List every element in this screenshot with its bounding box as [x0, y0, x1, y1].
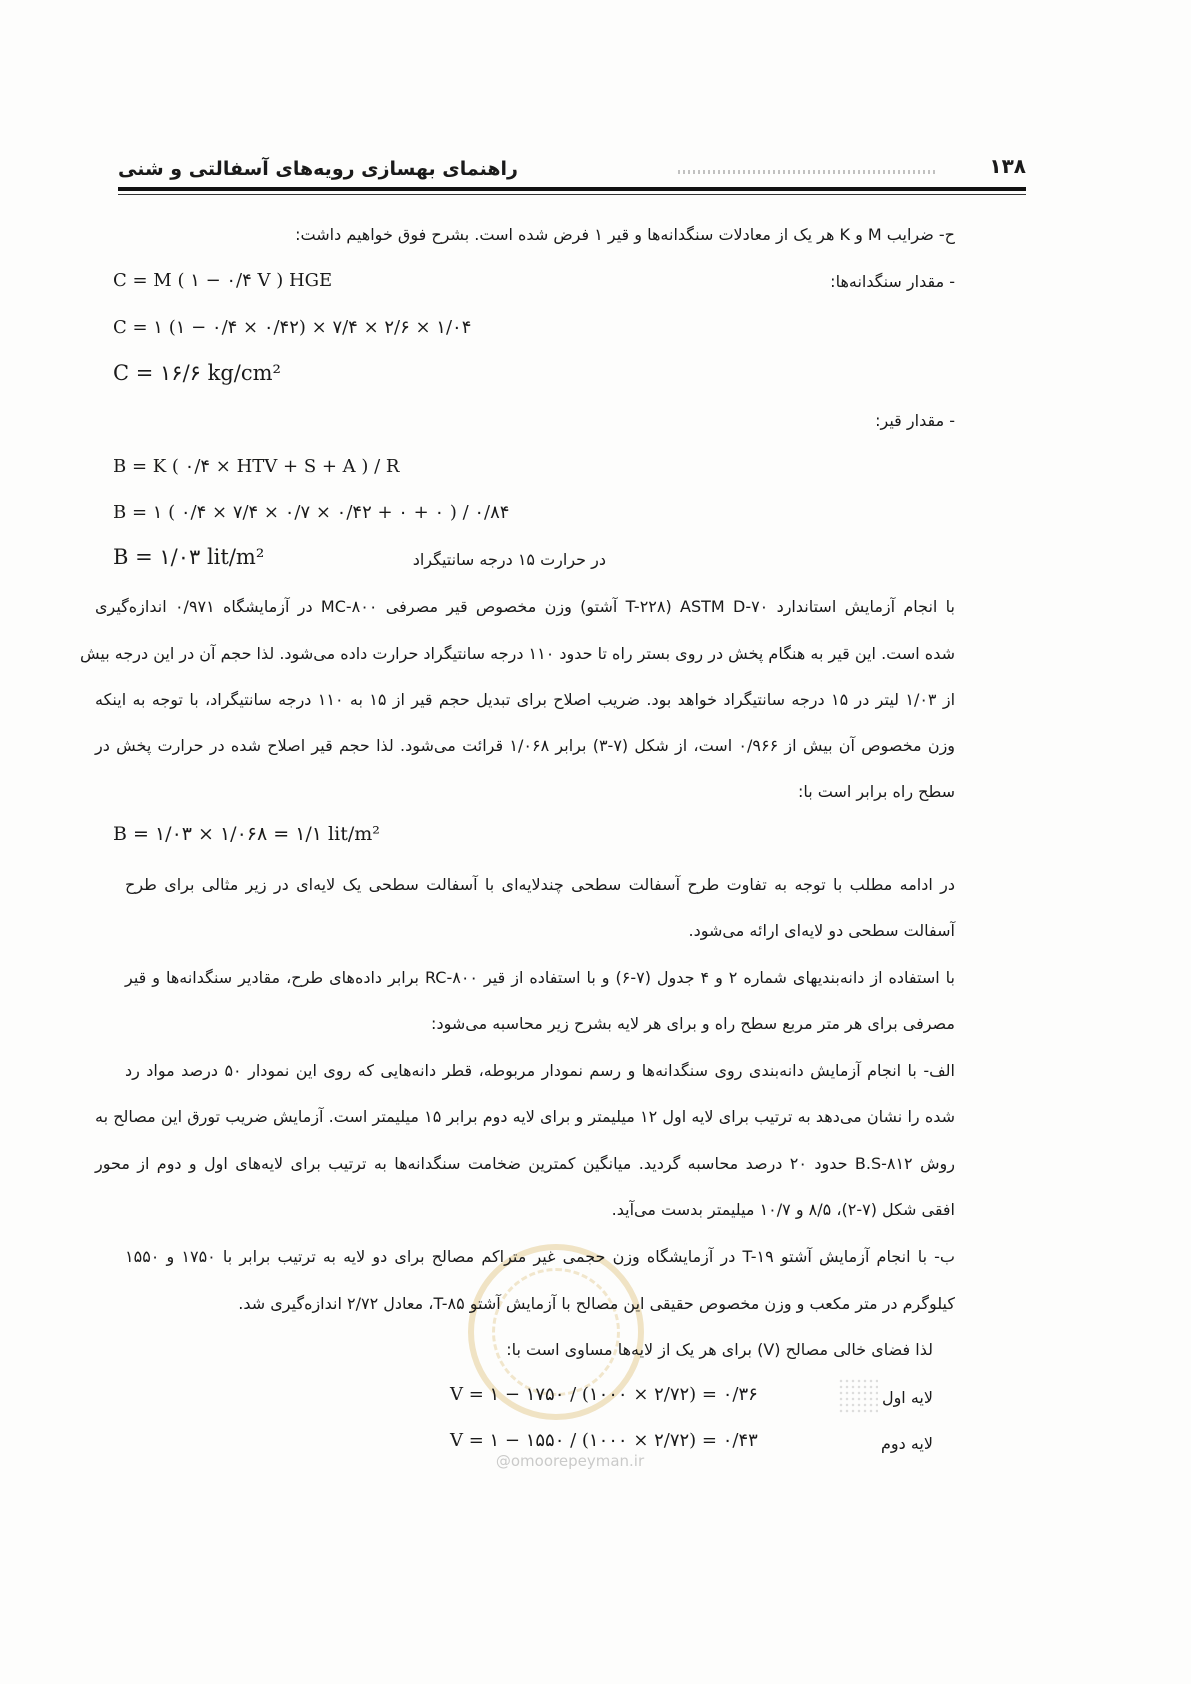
- para5-line: ب- با انجام آزمایش آشتو T-۱۹ در آزمایشگاه وزن حجمی غیر متراکم مصالح برای دو لایه به ترتیب برابر با ۱۷۵۰ و ۱۵۵۰: [125, 1247, 955, 1266]
- layer2-equation: V = ۱ − ۱۵۵۰ / (۱۰۰۰ × ۲/۷۲) = ۰/۴۳: [450, 1430, 758, 1451]
- equation-b1: B = K ( ۰/۴ × HTV + S + A ) / R: [113, 456, 400, 477]
- equation-c1: C = M ( ۱ − ۰/۴ V ) HGE: [113, 270, 333, 291]
- para2-line: آسفالت سطحی دو لایه‌ای ارائه می‌شود.: [688, 921, 955, 940]
- header-dotted-texture: [678, 170, 938, 174]
- header-rule-thin: [118, 194, 1026, 195]
- equation-b4: B = ۱/۰۳ × ۱/۰۶۸ = ۱/۱ lit/m²: [113, 823, 380, 845]
- voids-line: لذا فضای خالی مصالح (V) برای هر یک از لایه‌ها مساوی است با:: [506, 1340, 933, 1359]
- equation-b2: B = ۱ ( ۰/۴ × ۷/۴ × ۰/۷ × ۰/۴۲ + ۰ + ۰ ) / ۰/۸۴: [113, 502, 510, 523]
- binder-label: - مقدار قیر:: [875, 411, 955, 430]
- header-rule-thick: [118, 187, 1026, 191]
- equation-b3: B = ۱/۰۳ lit/m²: [113, 545, 265, 569]
- para4-line: شده را نشان می‌دهد به ترتیب برای لایه اول ۱۲ میلیمتر و برای لایه دوم برابر ۱۵ میلیمتر است. آزمایش ضریب تورق این مصالح به: [95, 1107, 956, 1126]
- layer1-label: لایه اول: [881, 1388, 933, 1407]
- para3-line: با استفاده از دانه‌بندیهای شماره ۲ و ۴ جدول (۷-۶) و با استفاده از قیر RC-۸۰۰ برابر داده‌های طرح، مقادیر سنگدانه‌ها و قیر: [125, 968, 955, 987]
- equation-c2: C = ۱ (۱ − ۰/۴ × ۰/۴۲) × ۷/۴ × ۲/۶ × ۱/۰۴: [113, 317, 472, 338]
- aggregate-label: - مقدار سنگدانه‌ها:: [830, 272, 955, 291]
- para3-line: مصرفی برای هر متر مربع سطح راه و برای هر لایه بشرح زیر محاسبه می‌شود:: [431, 1014, 955, 1033]
- para1-line: سطح راه برابر است با:: [797, 782, 955, 801]
- para4-line: روش B.S-۸۱۲ حدود ۲۰ درصد محاسبه گردید. میانگین کمترین ضخامت سنگدانه‌ها به ترتیب برای لایه‌های اول و دوم از محور: [95, 1154, 956, 1173]
- para1-line: با انجام آزمایش استاندارد ASTM D-۷۰ (T-۲۲۸ آشتو) وزن مخصوص قیر مصرفی MC-۸۰۰ در آزمایشگاه ۰/۹۷۱ اندازه‌گیری: [95, 597, 955, 616]
- scan-speckle: [838, 1378, 878, 1414]
- watermark-text: @omoorepeyman.ir: [495, 1452, 645, 1470]
- para2-line: در ادامه مطلب با توجه به تفاوت طرح آسفالت سطحی چندلایه‌ای با آسفالت سطحی یک لایه‌ای در زیر مثالی برای طرح: [125, 875, 955, 894]
- running-header: [118, 150, 1026, 194]
- para4-line: الف- با انجام آزمایش دانه‌بندی روی سنگدانه‌ها و رسم نمودار مربوطه، قطر دانه‌هایی که روی این نمودار ۵۰ درصد مواد رد: [125, 1061, 955, 1080]
- equation-c3: C = ۱۶/۶ kg/cm²: [113, 361, 281, 385]
- page-number: ۱۳۸: [989, 154, 1026, 178]
- para4-line: افقی شکل (۷-۲)، ۸/۵ و ۱۰/۷ میلیمتر بدست می‌آید.: [611, 1200, 955, 1219]
- layer2-label: لایه دوم: [881, 1434, 933, 1453]
- layer1-equation: V = ۱ − ۱۷۵۰ / (۱۰۰۰ × ۲/۷۲) = ۰/۳۶: [450, 1384, 758, 1405]
- watermark-seal-inner: [492, 1268, 620, 1396]
- para1-line: از ۱/۰۳ لیتر در ۱۵ درجه سانتیگراد خواهد بود. ضریب اصلاح برای تبدیل حجم قیر از ۱۵ به ۱۱۰ درجه سانتیگراد، با توجه به اینکه: [95, 690, 956, 709]
- para1-line: شده است. این قیر به هنگام پخش در روی بستر راه تا حدود ۱۱۰ درجه سانتیگراد حرارت داده می‌شود. لذا حجم آن در این درجه بیش: [80, 644, 955, 663]
- book-title: راهنمای بهسازی رویه‌های آسفالتی و شنی: [118, 158, 518, 180]
- para5-line: کیلوگرم در متر مکعب و وزن مخصوص حقیقی این مصالح با آزمایش آشتو T-۸۵، معادل ۲/۷۲ اندازه‌گیری شد.: [238, 1294, 955, 1313]
- equation-b3-note: در حرارت ۱۵ درجه سانتیگراد: [412, 550, 606, 569]
- intro-line: ح- ضرایب M و K هر یک از معادلات سنگدانه‌ها و قیر ۱ فرض شده است. بشرح فوق خواهیم داشت:: [295, 225, 955, 244]
- para1-line: وزن مخصوص آن بیش از ۰/۹۶۶ است، از شکل (۷-۳) برابر ۱/۰۶۸ قرائت می‌شود. لذا حجم قیر اصلاح شده در حرارت پخش در: [95, 736, 956, 755]
